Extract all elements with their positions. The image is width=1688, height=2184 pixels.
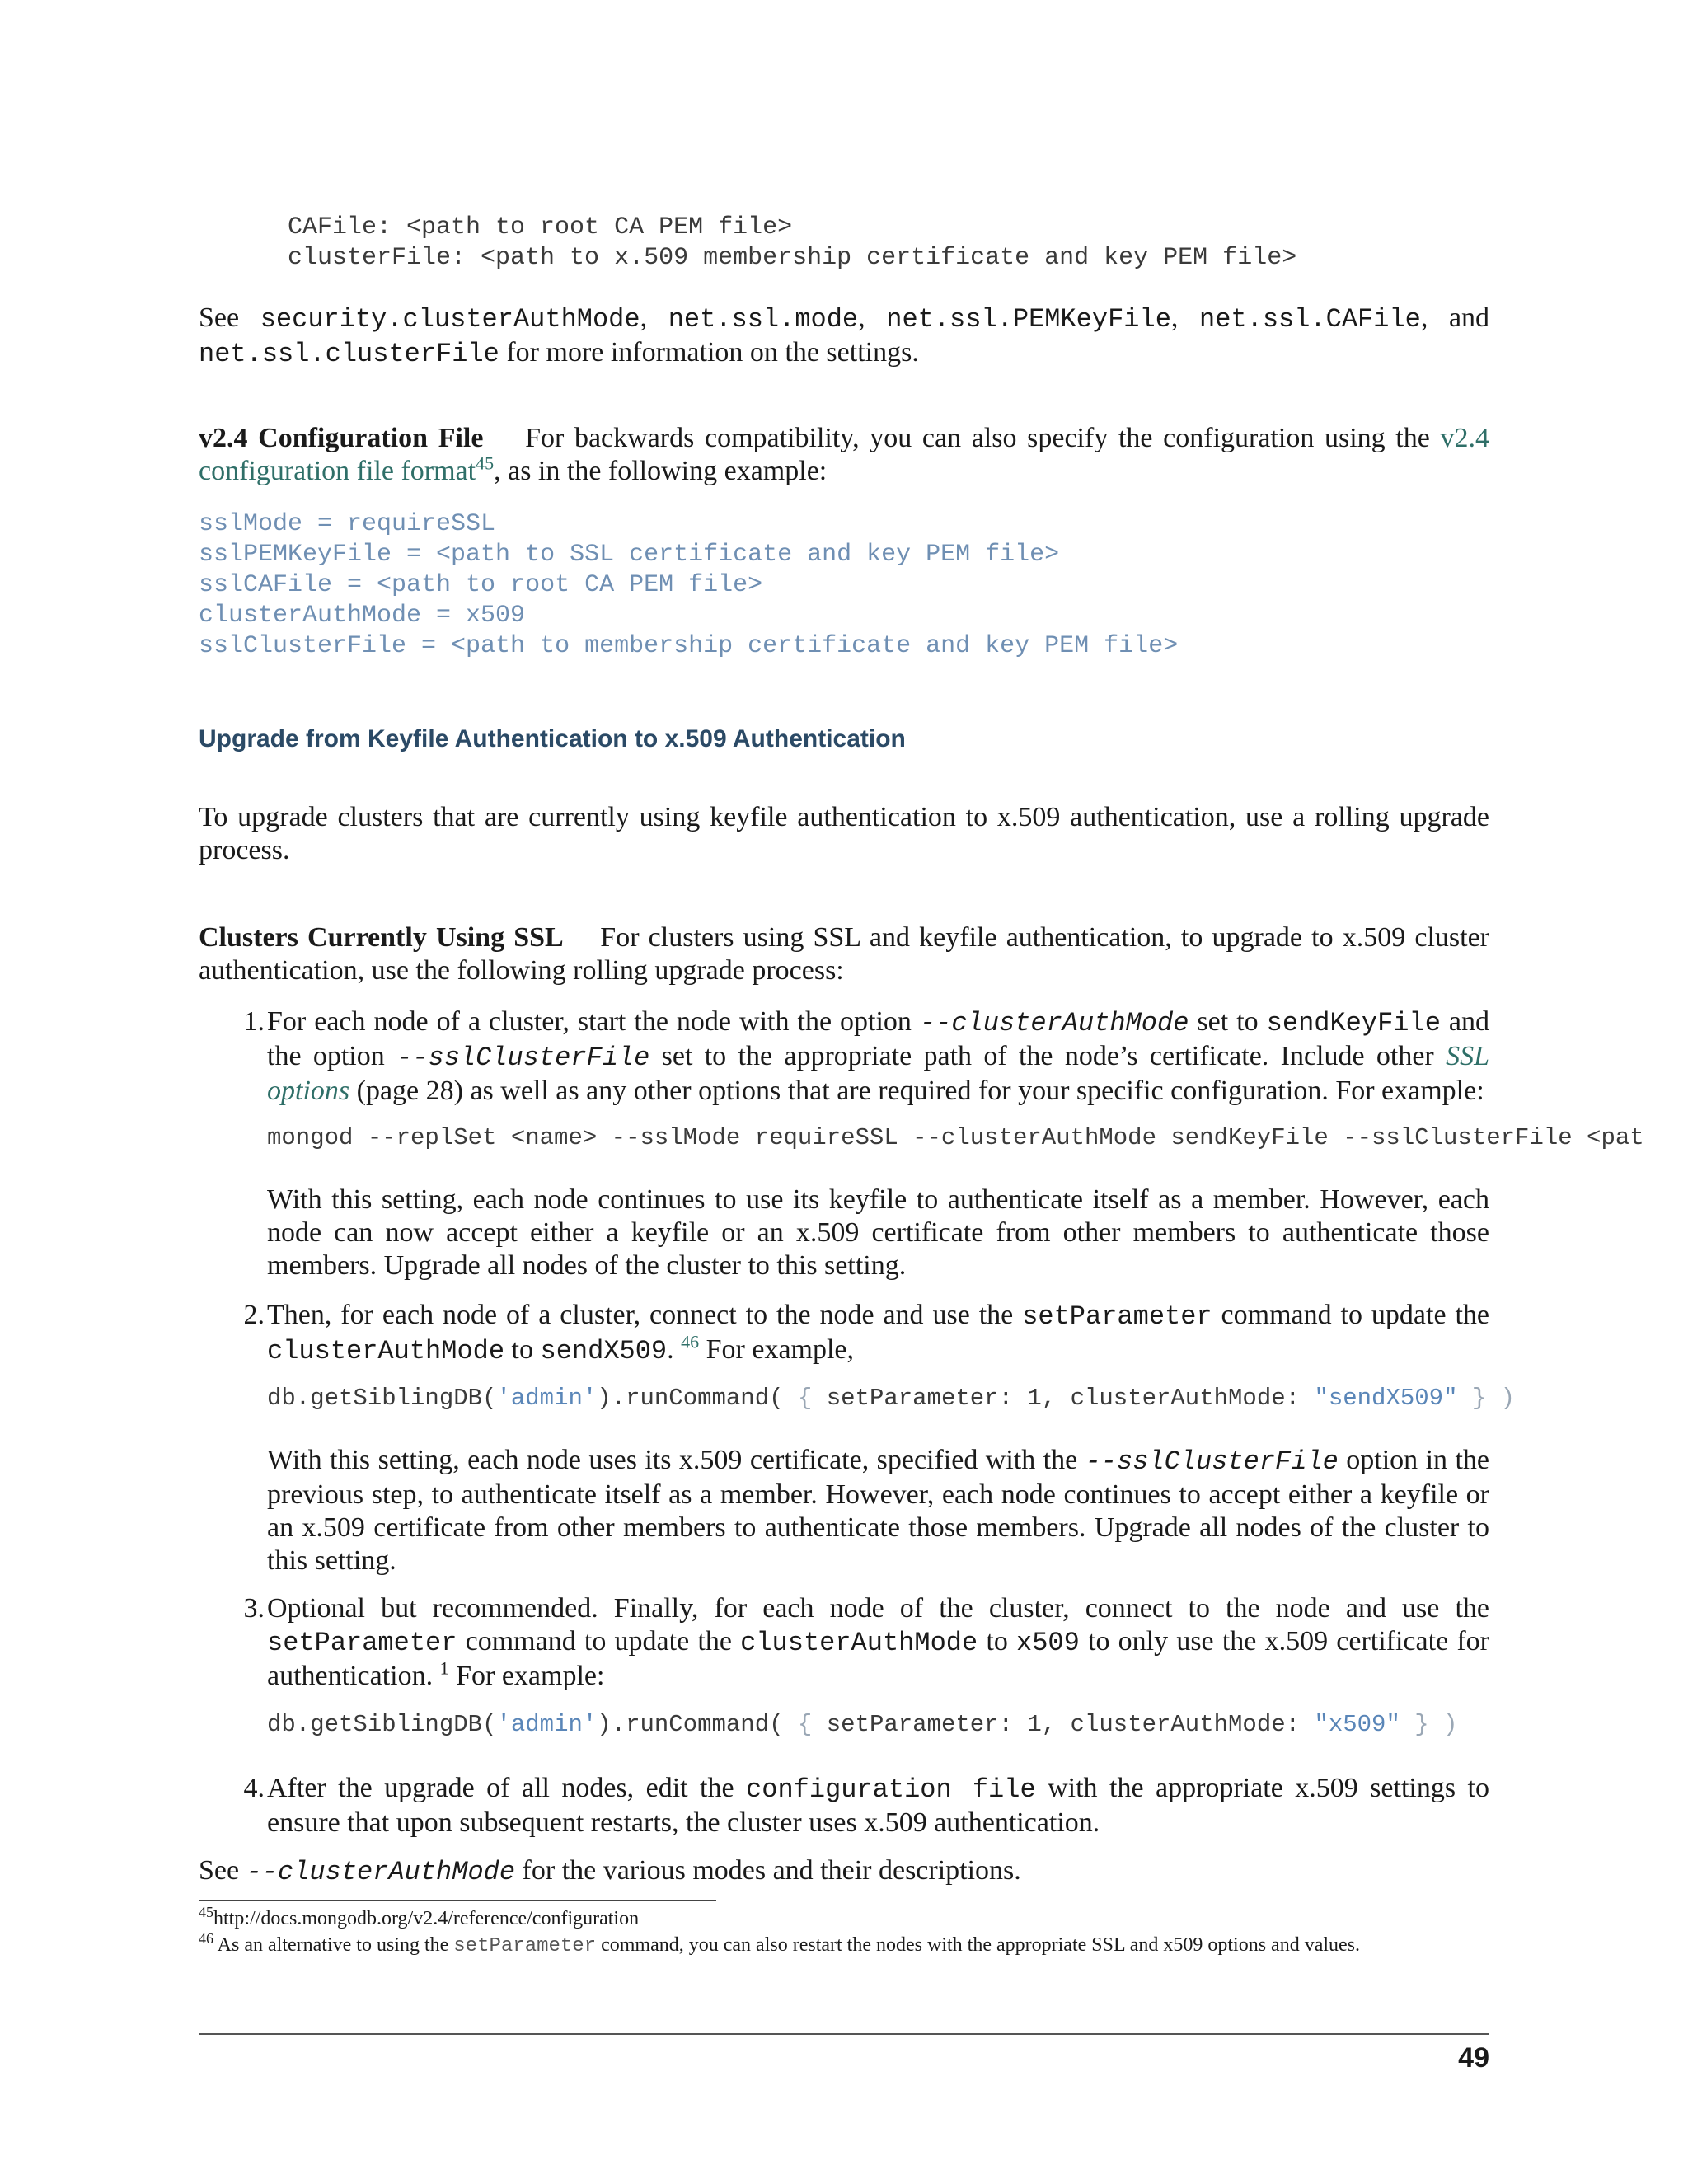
- step-text: [267, 1005, 1489, 1108]
- code-token: ).runCommand(: [597, 1385, 798, 1412]
- section-heading: Upgrade from Keyfile Authentication to x.509 Authentication: [199, 725, 906, 752]
- inline-code: setParameter: [1022, 1301, 1212, 1332]
- code-line: CAFile: <path to root CA PEM file>: [288, 213, 793, 241]
- v24-config-paragraph: [199, 422, 1489, 488]
- text: For clusters using SSL and keyfile authentication, to upgrade to x.509 cluster authentication, use the following rolling upgrade process:: [199, 922, 1497, 986]
- step-3-code: [267, 1711, 1457, 1738]
- text: For example:: [448, 1661, 605, 1691]
- page-number: 49: [1458, 2042, 1489, 2074]
- text: command to update the: [1212, 1300, 1489, 1330]
- upgrade-intro-paragraph: To upgrade clusters that are currently using keyfile authentication to x.509 authentication, use a rolling upgrade process.: [199, 802, 1489, 865]
- code-line: sslMode = requireSSL: [199, 510, 496, 538]
- footnote-number: 46: [199, 1930, 213, 1947]
- text: Optional but recommended. Finally, for each node of the cluster, connect to the node and use the: [267, 1593, 1489, 1624]
- text: .: [667, 1334, 682, 1365]
- inline-code: clusterAuthMode: [267, 1336, 505, 1366]
- inline-code: setParameter: [267, 1628, 457, 1658]
- text: to: [978, 1626, 1017, 1657]
- text: As an alternative to using the: [213, 1934, 454, 1956]
- setting-ref[interactable]: net.ssl.clusterFile: [199, 339, 499, 369]
- text: For each node of a cluster, start the node with the option: [267, 1006, 920, 1037]
- footnote-rule: [199, 1900, 716, 1901]
- text: set to the appropriate path of the node’s certificate. Include other: [649, 1041, 1447, 1071]
- list-number: 2.: [243, 1300, 265, 1330]
- step-text: [267, 1299, 1489, 1368]
- code-string: "x509": [1314, 1711, 1400, 1738]
- text: See: [199, 1855, 246, 1886]
- list-item-step-3: [199, 1592, 1489, 1691]
- text: for the various modes and their descriptions.: [515, 1855, 1021, 1886]
- footnote-url[interactable]: http://docs.mongodb.org/v2.4/reference/configuration: [213, 1908, 640, 1929]
- footnote-ref[interactable]: 46: [681, 1331, 700, 1352]
- footnote-number: 45: [199, 1904, 213, 1920]
- text: for more information on the settings.: [499, 337, 919, 368]
- text: and the option: [267, 1006, 1489, 1071]
- option-ref[interactable]: --sslClusterFile: [396, 1043, 650, 1073]
- code-brace: } ): [1457, 1385, 1516, 1412]
- code-token: db.getSiblingDB(: [267, 1711, 497, 1738]
- code-line: sslClusterFile = <path to membership certificate and key PEM file>: [199, 632, 1179, 660]
- option-ref[interactable]: --sslClusterFile: [1085, 1446, 1339, 1477]
- text: ,: [858, 302, 887, 333]
- step-text: [267, 1772, 1489, 1840]
- see-settings-paragraph: [199, 302, 1489, 371]
- text: command to update the: [457, 1626, 741, 1657]
- text: set to: [1189, 1006, 1267, 1037]
- v24-config-link[interactable]: v2.4 configuration file format: [199, 423, 1489, 486]
- text: For backwards compatibility, you can also specify the configuration using the: [483, 423, 1441, 453]
- text: ,: [1170, 302, 1199, 333]
- code-brace: {: [797, 1711, 813, 1738]
- text: with the appropriate x.509 settings to ensure that upon subsequent restarts, the cluster uses x.509 authentication.: [267, 1773, 1489, 1838]
- code-line: sslPEMKeyFile = <path to SSL certificate and key PEM file>: [199, 541, 1060, 569]
- code-brace: } ): [1400, 1711, 1458, 1738]
- text: After the upgrade of all nodes, edit the: [267, 1773, 747, 1803]
- run-in-heading: v2.4 Configuration File: [199, 423, 484, 453]
- footnote-ref[interactable]: 1: [439, 1657, 449, 1679]
- footnote-46: [199, 1932, 1489, 1960]
- list-number: 4.: [243, 1773, 265, 1803]
- setting-ref[interactable]: net.ssl.mode: [668, 304, 859, 335]
- step-2-after-paragraph: [267, 1444, 1489, 1577]
- list-number: 1.: [243, 1006, 265, 1037]
- text: See: [199, 302, 260, 333]
- code-string: 'admin': [496, 1711, 598, 1738]
- footnote-ref[interactable]: 45: [476, 452, 495, 474]
- ssl-options-link[interactable]: SSL options: [267, 1041, 1490, 1106]
- config-file-ref[interactable]: configuration file: [746, 1774, 1036, 1805]
- clusters-ssl-paragraph: [199, 921, 1497, 987]
- code-line: sslCAFile = <path to root CA PEM file>: [199, 571, 763, 599]
- step-1-code: mongod --replSet <name> --sslMode requireSSL --clusterAuthMode sendKeyFile --sslClusterFile <pat: [267, 1124, 1644, 1151]
- step-1-after-paragraph: With this setting, each node continues to use its keyfile to authenticate itself as a member. However, each node can now accept either a keyfile or an x.509 certificate from other members to authenticate those members. Upgrade all nodes of the cluster to this setting.: [267, 1184, 1489, 1281]
- text: command, you can also restart the nodes with the appropriate SSL and x509 options and values.: [596, 1934, 1361, 1956]
- step-2-code: [267, 1385, 1515, 1412]
- inline-code: setParameter: [453, 1935, 597, 1957]
- list-number: 3.: [243, 1593, 265, 1624]
- text: ,: [640, 302, 668, 333]
- step-text: [267, 1592, 1489, 1693]
- text: to only use the x.509 certificate for authentication.: [267, 1626, 1489, 1691]
- config-code-block: [288, 213, 1296, 274]
- text: With this setting, each node uses its x.509 certificate, specified with the: [267, 1445, 1085, 1475]
- text: , as in the following example:: [494, 456, 828, 486]
- text: (page 28) as well as any other options that are required for your specific configuration. For example:: [349, 1076, 1484, 1106]
- see-modes-paragraph: [199, 1854, 1489, 1889]
- text: , and: [1420, 302, 1490, 333]
- code-brace: {: [797, 1385, 813, 1412]
- option-ref[interactable]: --clusterAuthMode: [919, 1008, 1189, 1038]
- text: option in the previous step, to authenticate itself as a member. However, each node continues to accept either a keyfile or an x.509 certificate from other members to authenticate those members. Upgrade all nodes of the cluster to this setting.: [267, 1445, 1489, 1576]
- code-token: db.getSiblingDB(: [267, 1385, 497, 1412]
- inline-code: clusterAuthMode: [740, 1628, 978, 1658]
- v24-config-code-block: [199, 509, 1178, 662]
- code-line: clusterFile: <path to x.509 membership certificate and key PEM file>: [288, 244, 1297, 272]
- code-string: 'admin': [496, 1385, 598, 1412]
- inline-code: x509: [1016, 1628, 1080, 1658]
- code-line: clusterAuthMode = x509: [199, 602, 526, 630]
- inline-code: sendX509: [540, 1336, 668, 1366]
- run-in-heading: Clusters Currently Using SSL: [199, 922, 564, 953]
- text: to: [504, 1334, 541, 1365]
- footer-rule: [199, 2033, 1489, 2035]
- inline-code: sendKeyFile: [1266, 1008, 1441, 1038]
- setting-ref[interactable]: security.clusterAuthMode: [260, 304, 640, 335]
- code-token: ).runCommand(: [597, 1711, 798, 1738]
- text: Then, for each node of a cluster, connect to the node and use the: [267, 1300, 1023, 1330]
- setting-ref[interactable]: net.ssl.PEMKeyFile: [886, 304, 1171, 335]
- code-token: setParameter: 1, clusterAuthMode:: [812, 1385, 1315, 1412]
- list-item-step-2: [199, 1299, 1489, 1365]
- text: For example,: [699, 1334, 855, 1365]
- list-item-step-4: [199, 1772, 1489, 1838]
- list-item-step-1: [199, 1005, 1489, 1104]
- option-ref[interactable]: --clusterAuthMode: [246, 1857, 516, 1887]
- code-string: "sendX509": [1314, 1385, 1458, 1412]
- code-token: setParameter: 1, clusterAuthMode:: [812, 1711, 1315, 1738]
- footnote-45: [199, 1905, 1489, 1932]
- setting-ref[interactable]: net.ssl.CAFile: [1199, 304, 1421, 335]
